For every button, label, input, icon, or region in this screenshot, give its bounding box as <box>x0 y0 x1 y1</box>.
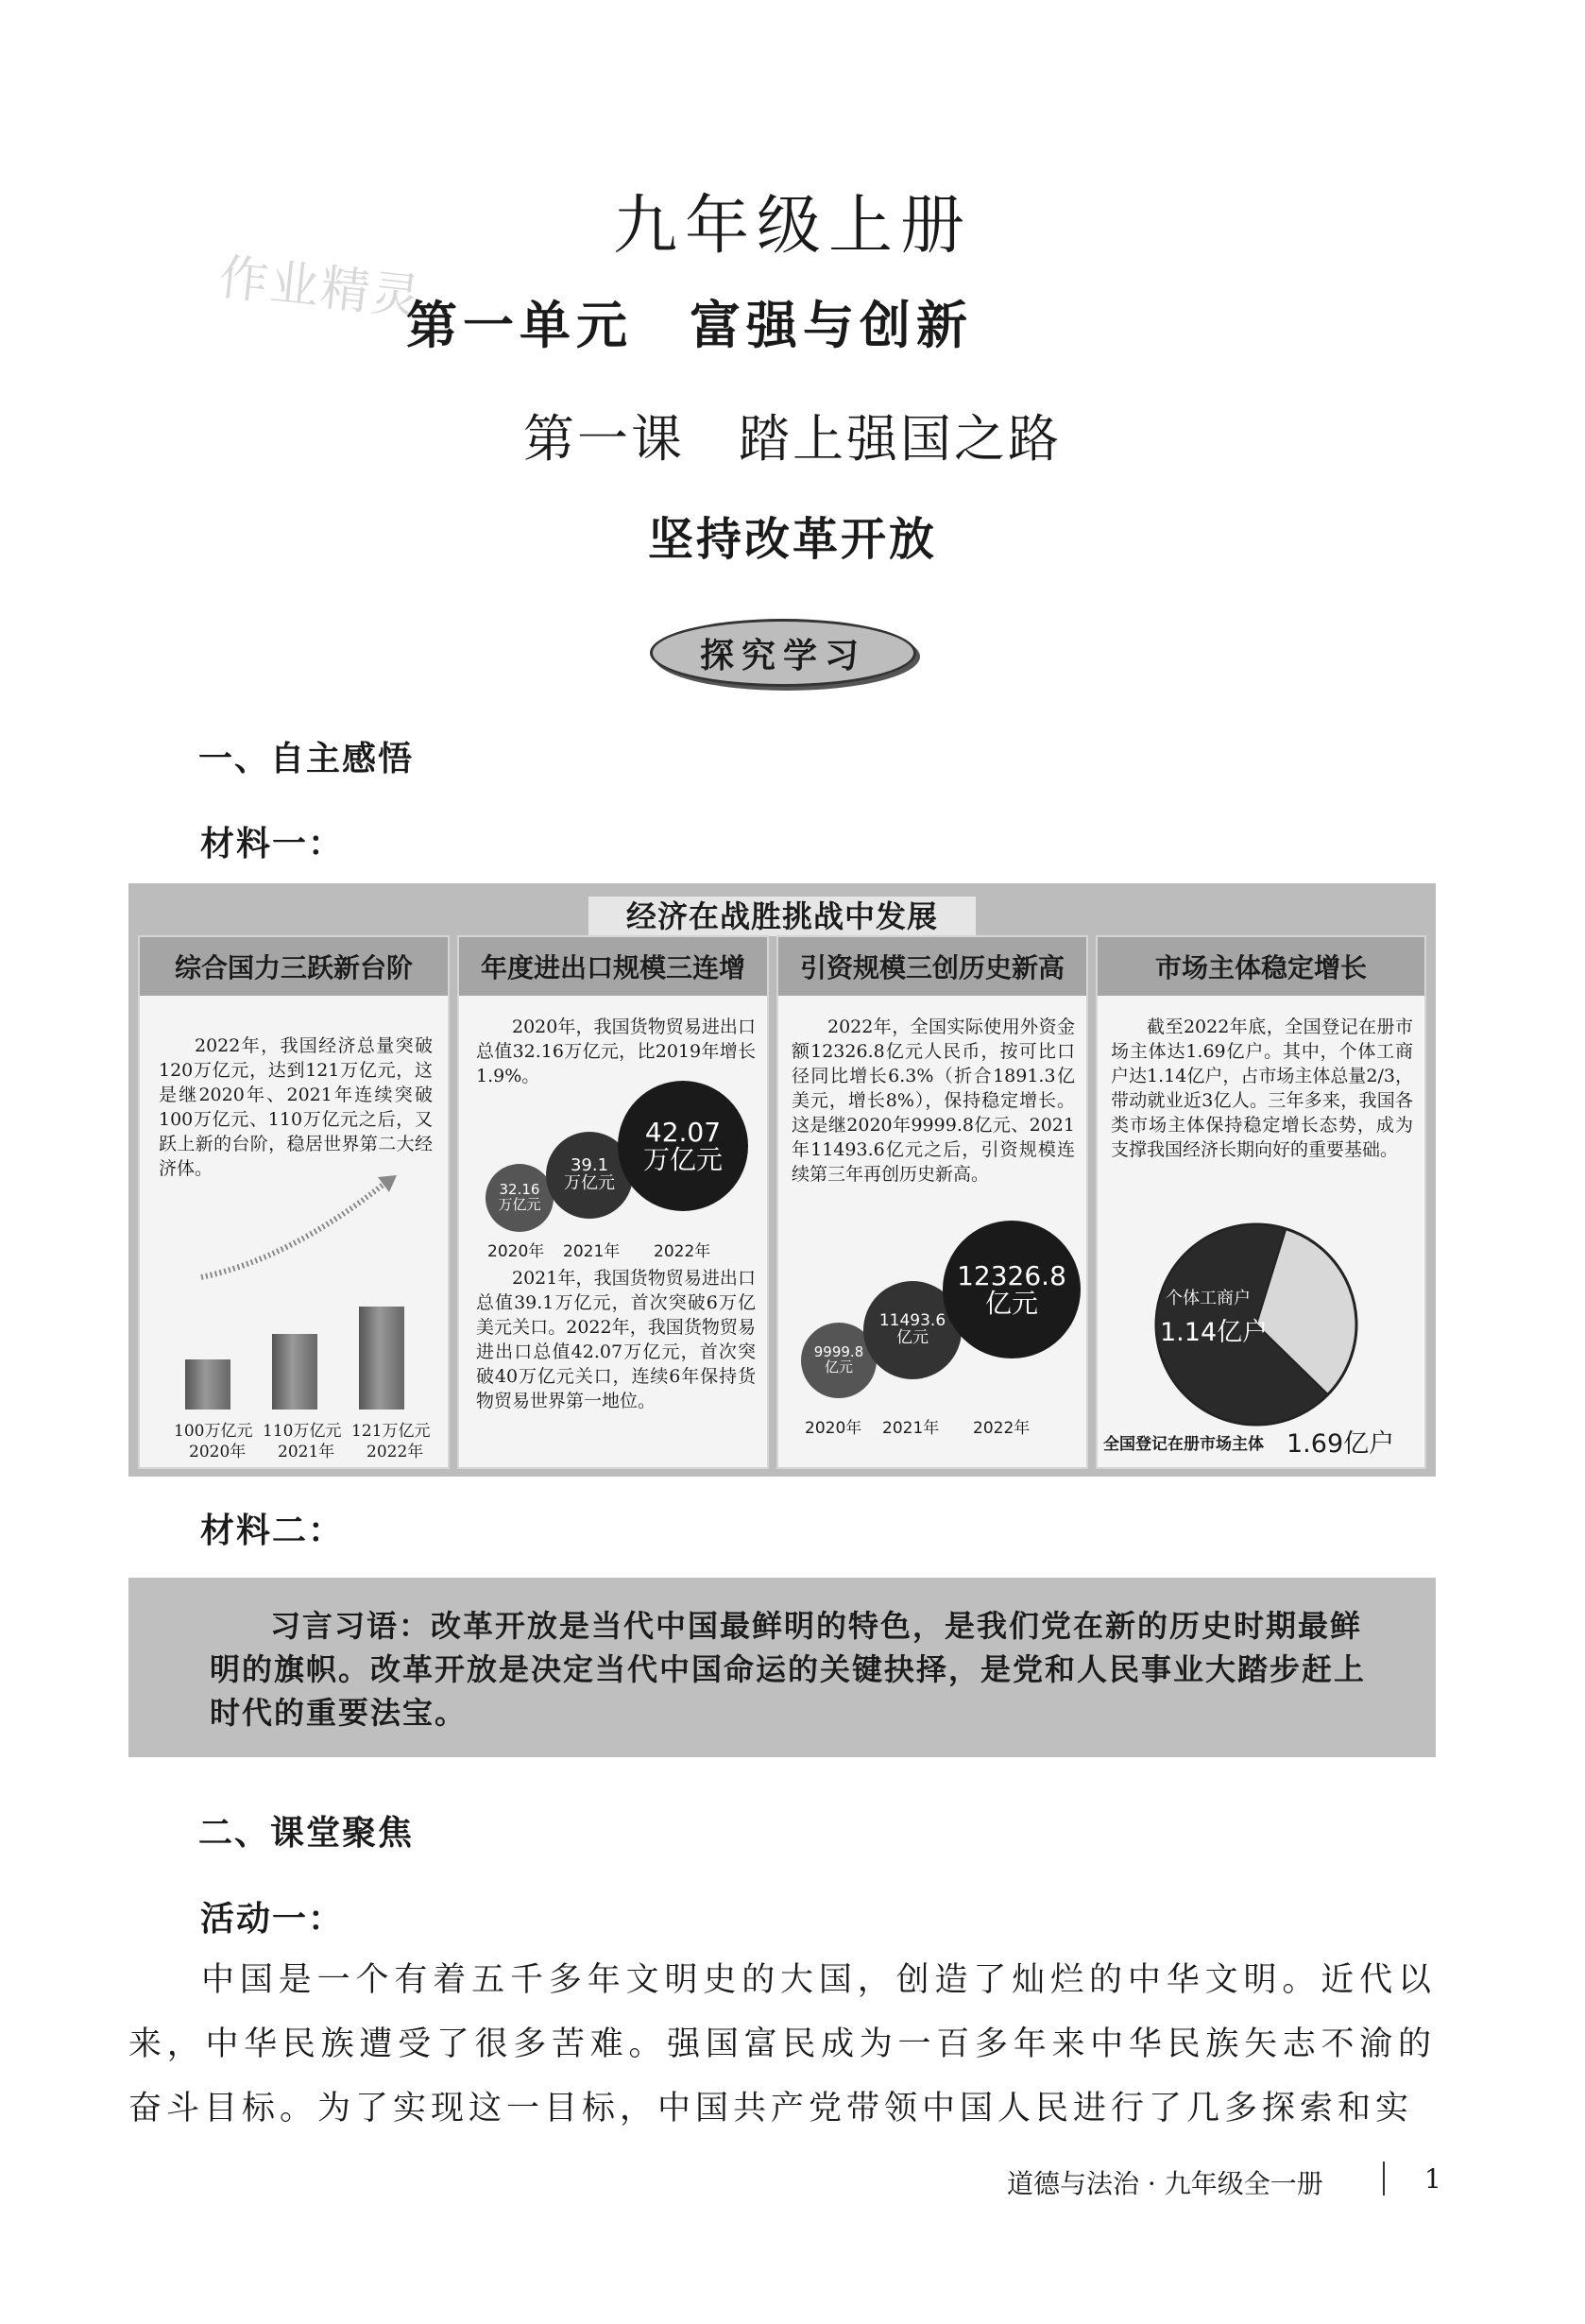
panel-market <box>1096 935 1426 1469</box>
bar-year-label: 2022年 <box>366 1443 424 1461</box>
bubble-2020: 9999.8 亿元 <box>801 1323 877 1398</box>
part2-heading: 二、课堂聚焦 <box>198 1814 415 1853</box>
bubble-year: 2020年 <box>805 1419 862 1438</box>
bubble-2022: 12326.8 亿元 <box>943 1221 1081 1359</box>
bar-value-label: 100万亿元 <box>174 1422 253 1441</box>
footer-book-name: 道德与法治 · 九年级全一册 <box>1007 2168 1323 2199</box>
bar-2020 <box>185 1359 230 1410</box>
page-number: 1 <box>1424 2163 1441 2195</box>
bar-year-label: 2021年 <box>278 1443 335 1461</box>
total-label: 全国登记在册市场主体 <box>1103 1435 1264 1454</box>
panel-heading: 市场主体稳定增长 <box>1098 937 1424 996</box>
bubble-2020: 32.16 万亿元 <box>486 1164 554 1232</box>
material1-label: 材料一： <box>200 825 345 863</box>
quote-box <box>128 1578 1436 1757</box>
book-title: 九年级上册 <box>612 189 972 264</box>
bubble-year: 2021年 <box>882 1419 940 1438</box>
panel-text: 2022年，全国实际使用外资金额12326.8亿元人民币，按可比口径同比增长6.3%（折合1891.3亿美元，增长8%），保持稳定增长。这是继2020年9999.8亿元、2021年11493.6亿元之后，引资规模连续第三年再创历史新高。 <box>792 1017 1075 1185</box>
infographic <box>128 883 1436 1477</box>
material2-label: 材料二： <box>200 1512 345 1550</box>
explore-learning-badge: 探究学习 <box>650 619 916 687</box>
bubble-year: 2022年 <box>973 1419 1031 1438</box>
growth-arrow-icon <box>196 1173 404 1287</box>
bubble-year: 2022年 <box>654 1242 711 1261</box>
bar-2021 <box>272 1334 317 1410</box>
bubble-2021: 39.1 万亿元 <box>546 1132 633 1219</box>
panel-investment <box>776 935 1088 1469</box>
activity1-text: 中国是一个有着五千多年文明史的大国，创造了灿烂的中华文明。近代以来，中华民族遭受了很多苦难。强国富民成为一百多年来中华民族矢志不渝的奋斗目标。为了实现这一目标，中国共产党带领中国人民进行了几多探索和实 <box>128 1961 1436 2127</box>
gdp-bar-chart <box>178 1296 423 1410</box>
panel-text: 2022年，我国经济总量突破120万亿元，达到121万亿元，这是继2020年、2021年连续突破100万亿元、110万亿元之后，又跃上新的台阶，稳居世界第二大经济体。 <box>159 1035 433 1179</box>
pie-label: 个体工商户 <box>1166 1289 1251 1308</box>
activity1-label: 活动一： <box>200 1900 345 1939</box>
bubble-2021: 11493.6 亿元 <box>863 1281 962 1379</box>
lesson-title: 第一课 踏上强国之路 <box>523 409 1062 469</box>
unit-title: 第一单元 富强与创新 <box>406 296 973 355</box>
bubble-year: 2021年 <box>563 1242 621 1261</box>
bar-2022 <box>359 1307 404 1410</box>
bar-value-label: 110万亿元 <box>263 1422 342 1441</box>
panel-heading: 综合国力三跃新台阶 <box>140 937 448 996</box>
panel-text: 截至2022年底，全国登记在册市场主体达1.69亿户。其中，个体工商户达1.14亿户，占市场主体总量2/3，带动就业近3亿人。三年多来，我国各类市场主体保持稳定增长态势，成为支撑我国经济长期向好的重要基础。 <box>1111 1017 1413 1160</box>
panel-gdp <box>138 935 450 1469</box>
panel-text: 2020年，我国货物贸易进出口总值32.16万亿元，比2019年增长1.9%。 <box>476 1017 756 1086</box>
total-value: 1.69亿户 <box>1287 1429 1395 1459</box>
bar-value-label: 121万亿元 <box>351 1422 431 1441</box>
panel-heading: 引资规模三创历史新高 <box>778 937 1086 996</box>
panel-text: 2021年，我国货物贸易进出口总值39.1万亿元，首次突破6万亿美元关口。2022年，我国货物贸易进出口总值42.07万亿元，首次突破40万亿元关口，连续6年保持货物贸易世界第一地位。 <box>476 1268 756 1411</box>
pie-value: 1.14亿户 <box>1160 1318 1269 1347</box>
quote-text: 习言习语：改革开放是当代中国最鲜明的特色，是我们党在新的历史时期最鲜明的旗帜。改革开放是决定当代中国命运的关键抉择，是党和人民事业大踏步赶上时代的重要法宝。 <box>210 1608 1367 1731</box>
section-title: 坚持改革开放 <box>647 513 937 566</box>
part1-heading: 一、自主感悟 <box>198 740 415 778</box>
bubble-2022: 42.07 万亿元 <box>618 1081 748 1211</box>
bubble-year: 2020年 <box>487 1242 545 1261</box>
panel-heading: 年度进出口规模三连增 <box>459 937 767 996</box>
panel-trade <box>457 935 769 1469</box>
footer-divider <box>1383 2162 1385 2196</box>
bar-year-label: 2020年 <box>189 1443 247 1461</box>
watermark: 作业精灵 <box>215 248 425 328</box>
infographic-title: 经济在战胜挑战中发展 <box>588 897 976 936</box>
